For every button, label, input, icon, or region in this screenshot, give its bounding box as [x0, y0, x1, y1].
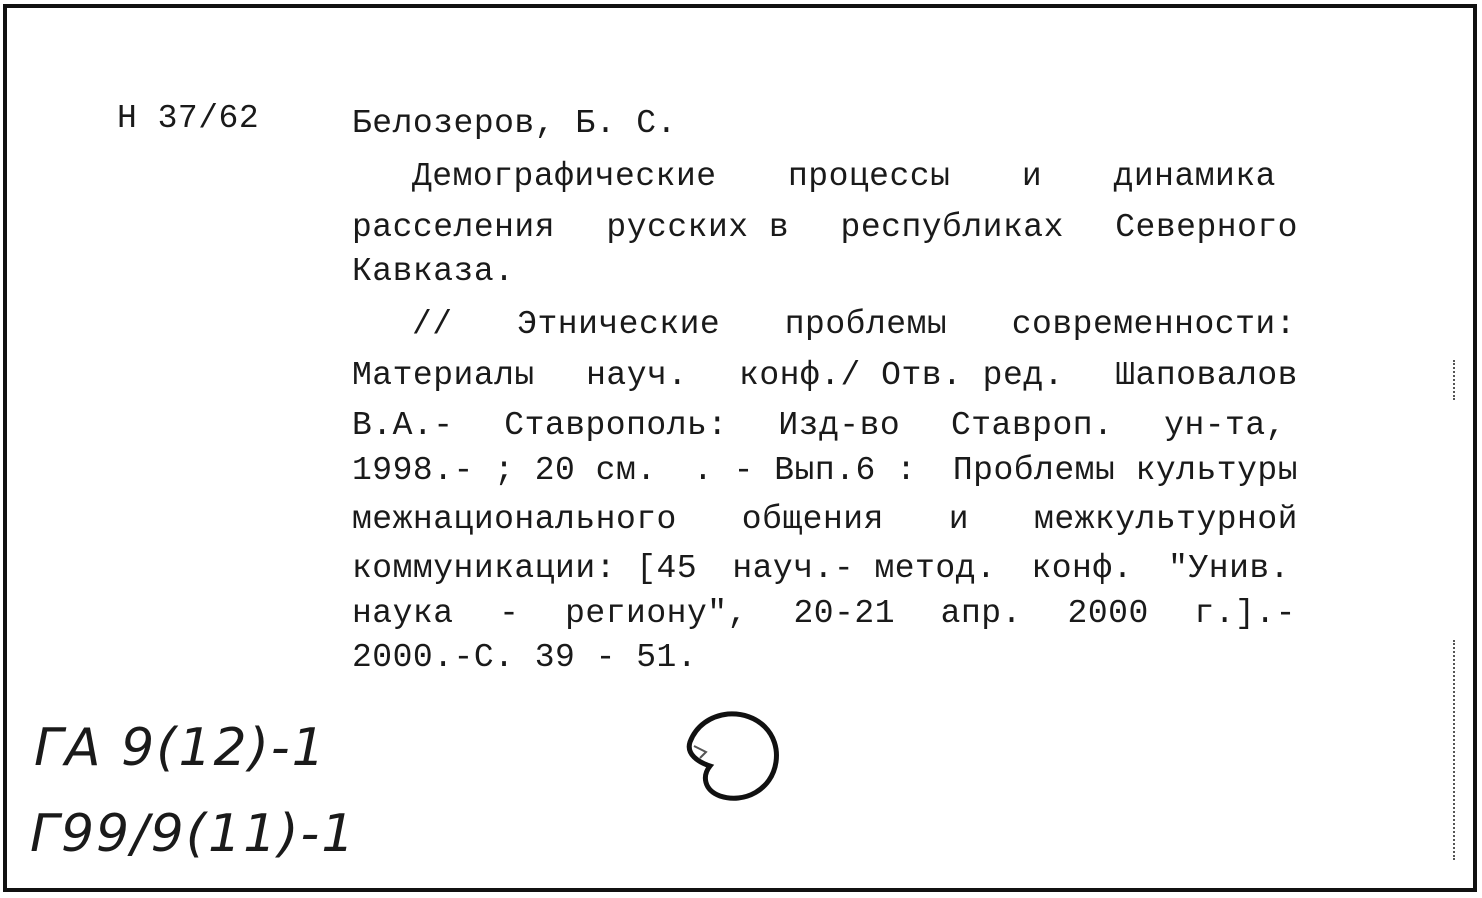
- word: Шаповалов: [1115, 357, 1298, 394]
- title-line-2: [352, 208, 1298, 248]
- word: Ставрополь:: [504, 407, 728, 444]
- shelfmark: Н 37/62: [117, 100, 260, 137]
- word: коммуникации: [45: [352, 550, 698, 587]
- word: 20-21: [793, 595, 896, 632]
- word: ун-та,: [1164, 407, 1286, 444]
- word: //: [412, 306, 453, 343]
- circle-stamp-icon: [676, 706, 786, 806]
- word: расселения: [352, 209, 556, 246]
- title-line-3: Кавказа.: [352, 253, 515, 290]
- word: 1998.- ; 20 см.: [352, 452, 657, 489]
- word: современности:: [1011, 306, 1296, 343]
- edge-dots: [1453, 360, 1457, 400]
- word: -: [499, 595, 520, 632]
- word: Материалы: [352, 357, 535, 394]
- word: Этнические: [517, 306, 721, 343]
- source-line-7: [352, 594, 1296, 634]
- word: конф./ Отв. ред.: [739, 357, 1064, 394]
- source-line-6: [352, 549, 1290, 589]
- word: наука: [352, 595, 454, 632]
- handwritten-code-1: ГА 9(12)-1: [34, 718, 327, 778]
- word: "Унив.: [1168, 550, 1290, 587]
- word: науч.: [586, 357, 688, 394]
- word: региону",: [565, 595, 748, 632]
- word: общения: [741, 501, 884, 538]
- word: Северного: [1115, 209, 1298, 246]
- word: и: [1021, 158, 1043, 195]
- word: проблемы: [784, 306, 948, 343]
- word: межнационального: [352, 501, 677, 538]
- word: динамика: [1113, 158, 1276, 195]
- word: науч.- метод.: [732, 550, 997, 587]
- word: республиках: [840, 209, 1064, 246]
- word: процессы: [787, 158, 951, 195]
- word: Ставроп.: [950, 407, 1114, 444]
- source-line-2: [352, 356, 1298, 396]
- pages-line: 2000.-С. 39 - 51.: [352, 639, 698, 676]
- source-line-4: [352, 451, 1298, 491]
- edge-dots: [1453, 640, 1457, 860]
- title-line-1: [412, 157, 1276, 197]
- word: г.].-: [1194, 595, 1296, 632]
- author-line: Белозеров, Б. С.: [352, 105, 677, 142]
- word: русских в: [606, 209, 790, 246]
- word: конф.: [1031, 550, 1133, 587]
- word: апр.: [940, 595, 1022, 632]
- word: В.А.-: [352, 407, 454, 444]
- handwritten-code-2: Г99/9(11)-1: [30, 804, 357, 864]
- word: Проблемы культуры: [952, 452, 1298, 489]
- word: 2000: [1067, 595, 1149, 632]
- word: Изд-во: [778, 407, 901, 444]
- source-line-3: [352, 406, 1286, 446]
- word: . - Вып.6 :: [693, 452, 917, 489]
- word: межкультурной: [1034, 501, 1298, 538]
- word: Демографические: [412, 158, 717, 195]
- source-line-1: [412, 305, 1296, 345]
- source-line-5: [352, 500, 1298, 540]
- word: и: [948, 501, 970, 538]
